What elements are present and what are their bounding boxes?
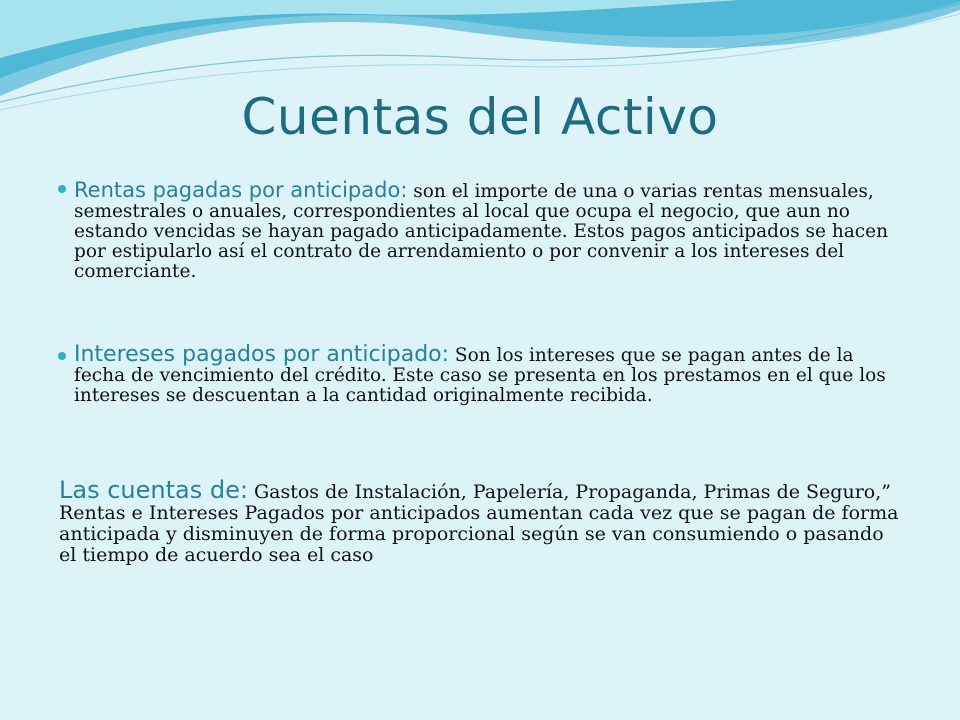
conclusion-body: Gastos de Instalación, Papelería, Propaganda, Primas de Seguro,” Rentas e Intereses Pagados por anticipados aumentan cada vez que se pagan de forma anticipada y disminuyen de forma proporcional según se van consumiendo o pasando el tiempo de acuerdo sea el caso — [59, 481, 899, 566]
bullet-dot-icon — [58, 352, 66, 360]
bullet-dot-icon — [58, 185, 66, 193]
conclusion-lead: Las cuentas de — [59, 476, 240, 504]
slide-title: Cuentas del Activo — [241, 88, 719, 146]
bullet-body: son el importe de una o varias rentas mensuales, semestrales o anuales, correspondientes al local que ocupa el negocio, que aun no estando vencidas se hayan pagado anticipadamente. Estos pagos anticipados se hacen por estipularlo así el contrato de arrendamiento o por convenir a los intereses del comerciante. — [74, 181, 888, 282]
bullet-rentas — [74, 180, 904, 282]
conclusion-paragraph — [59, 476, 899, 566]
bullet-term: Rentas pagadas por anticipado — [74, 178, 401, 202]
bullet-intereses — [74, 342, 904, 406]
bullet-term-separator: : — [441, 342, 450, 367]
bullet-term-separator: : — [400, 178, 408, 202]
bullet-term: Intereses pagados por anticipado — [74, 342, 442, 367]
conclusion-separator: : — [239, 476, 248, 504]
bullet-body: Son los intereses que se pagan antes de la fecha de vencimiento del crédito. Este caso se presenta en los prestamos en el que los intereses se descuentan a la cantidad originalmente recibida. — [74, 345, 886, 406]
